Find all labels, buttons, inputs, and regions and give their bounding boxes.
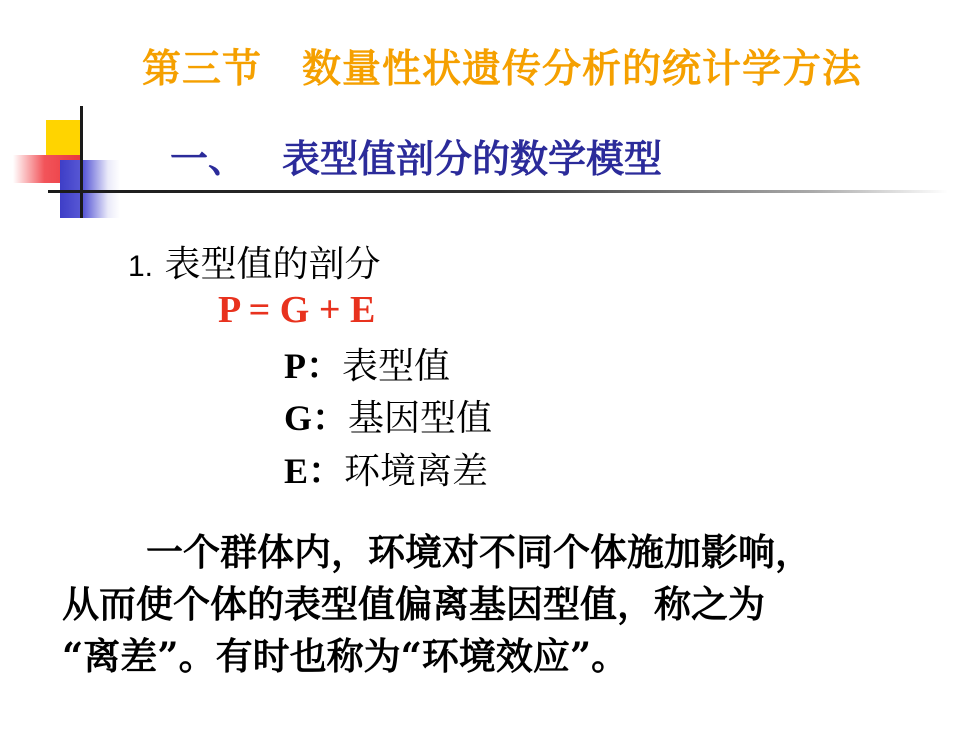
subtitle-text: 表型值剖分的数学模型 bbox=[282, 136, 663, 181]
item-heading bbox=[128, 236, 381, 287]
definition-term: 表型值 bbox=[342, 346, 451, 387]
definition-term: 基因型值 bbox=[348, 398, 493, 439]
definition-colon: ： bbox=[306, 346, 343, 387]
explanation-paragraph bbox=[62, 526, 962, 682]
decorative-blue-square bbox=[60, 160, 120, 218]
definition-e bbox=[284, 443, 488, 494]
slide-subtitle bbox=[170, 128, 662, 183]
definition-colon: ： bbox=[308, 451, 345, 492]
definition-symbol: P bbox=[284, 346, 306, 386]
section-title: 第三节 数量性状遗传分析的统计学方法 bbox=[142, 47, 863, 92]
paragraph-line: “离差”。有时也称为“环境效应”。 bbox=[62, 634, 629, 678]
item-number: 1. bbox=[128, 250, 154, 283]
paragraph-line: 一个群体内，环境对不同个体施加影响， bbox=[146, 530, 812, 574]
title-underline bbox=[48, 190, 948, 193]
formula: P = G + E bbox=[218, 289, 376, 331]
definition-g bbox=[284, 390, 492, 441]
definition-colon: ： bbox=[312, 398, 349, 439]
definition-term: 环境离差 bbox=[344, 451, 489, 492]
decorative-vertical-line bbox=[80, 106, 83, 218]
decorative-yellow-square bbox=[46, 120, 82, 160]
paragraph-line: 从而使个体的表型值偏离基因型值，称之为 bbox=[62, 582, 765, 626]
definition-p bbox=[284, 338, 450, 389]
definition-symbol: G bbox=[284, 398, 313, 438]
subtitle-number: 一、 bbox=[170, 136, 247, 181]
item-text: 表型值的剖分 bbox=[164, 244, 381, 285]
definition-symbol: E bbox=[284, 451, 309, 491]
